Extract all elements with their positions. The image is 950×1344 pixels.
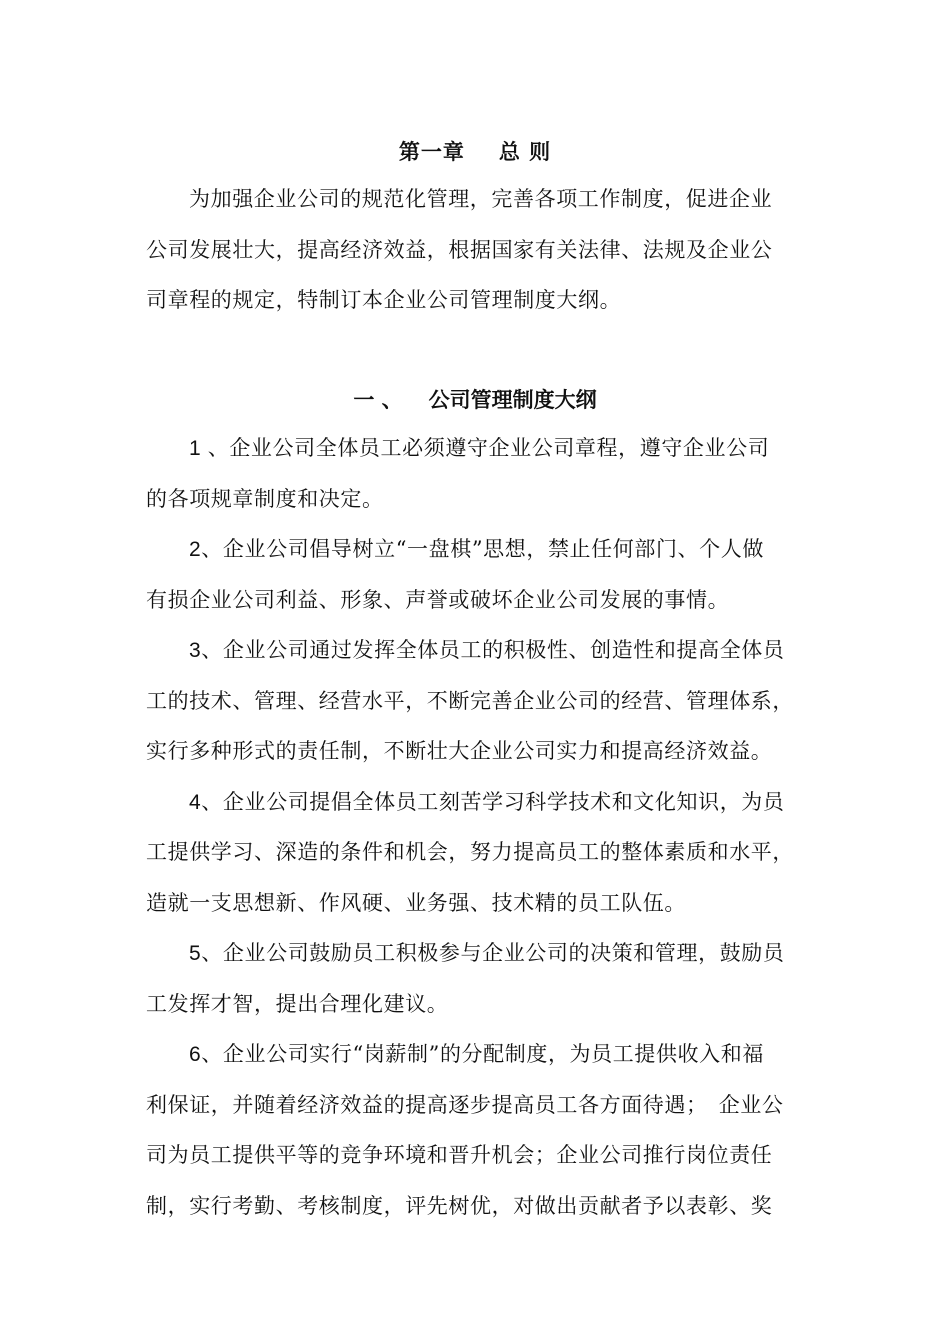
item-text: 企业公司通过发挥全体员工的积极性、创造性和提高全体员: [222, 638, 785, 662]
paragraph-line: [146, 777, 826, 828]
paragraph-line: [146, 423, 826, 474]
list-item-2: [146, 524, 826, 625]
chapter-label: 第一章: [398, 140, 465, 164]
item-number: 4、: [189, 790, 223, 814]
paragraph-line: 实行多种形式的责任制，不断壮大企业公司实力和提高经济效益。: [146, 739, 773, 763]
section-number: 一 、: [353, 388, 403, 412]
paragraph-line: 工的技术、管理、经营水平，不断完善企业公司的经营、管理体系，: [146, 688, 794, 713]
paragraph-line: 利保证，并随着经济效益的提高逐步提高员工各方面待遇； 企业公: [146, 1092, 784, 1117]
list-item-1: [146, 423, 826, 524]
paragraph-line: 工发挥才智，提出合理化建议。: [146, 991, 449, 1016]
paragraph-line: 为加强企业公司的规范化管理，完善各项工作制度，促进企业: [189, 187, 773, 211]
paragraph-line: 制，实行考勤、考核制度，评先树优，对做出贡献者予以表彰、奖: [146, 1193, 773, 1218]
item-number: 1 、: [189, 437, 230, 460]
paragraph-line: 工提供学习、深造的条件和机会，努力提高员工的整体素质和水平，: [146, 840, 794, 864]
list-item-3: [146, 625, 826, 777]
item-number: 5、: [189, 942, 223, 965]
paragraph-line: 司为员工提供平等的竞争环境和晋升机会；企业公司推行岗位责任: [146, 1143, 773, 1167]
item-number: 3、: [189, 639, 223, 662]
paragraph-line: 司章程的规定，特制订本企业公司管理制度大纲。: [146, 288, 622, 312]
paragraph-line: 造就一支思想新、作风硬、业务强、技术精的员工队伍。: [146, 890, 686, 915]
intro-paragraph: [146, 174, 826, 326]
item-text: 企业公司鼓励员工积极参与企业公司的决策和管理，鼓励员: [222, 941, 785, 965]
item-text: 企业公司倡导树立“一盘棋”思想，禁止任何部门、个人做: [222, 537, 764, 561]
section-name: 公司管理制度大纲: [428, 388, 597, 412]
paragraph-line: 的各项规章制度和决定。: [146, 486, 384, 511]
chapter-name: 总 则: [498, 140, 552, 164]
item-text: 企业公司提倡全体员工刻苦学习科学技术和文化知识，为员: [222, 789, 785, 814]
item-text: 企业公司实行“岗薪制”的分配制度，为员工提供收入和福: [222, 1042, 764, 1066]
item-text: 企业公司全体员工必须遵守企业公司章程，遵守企业公司: [229, 436, 770, 460]
list-item-5: [146, 928, 826, 1029]
paragraph-line: 公司发展壮大，提高经济效益，根据国家有关法律、法规及企业公: [146, 237, 773, 262]
paragraph-line: [146, 524, 826, 575]
item-number: 6、: [189, 1043, 223, 1066]
paragraph-line: [146, 625, 826, 676]
chapter-title: [0, 136, 950, 168]
paragraph-line: [146, 928, 826, 979]
numbered-list: [146, 423, 826, 1231]
item-number: 2、: [189, 538, 223, 561]
list-item-4: [146, 777, 826, 929]
paragraph-line: 有损企业公司利益、形象、声誉或破坏企业公司发展的事情。: [146, 587, 730, 612]
paragraph-line: [146, 1029, 826, 1080]
section-title: [0, 384, 950, 416]
list-item-6: [146, 1029, 826, 1231]
